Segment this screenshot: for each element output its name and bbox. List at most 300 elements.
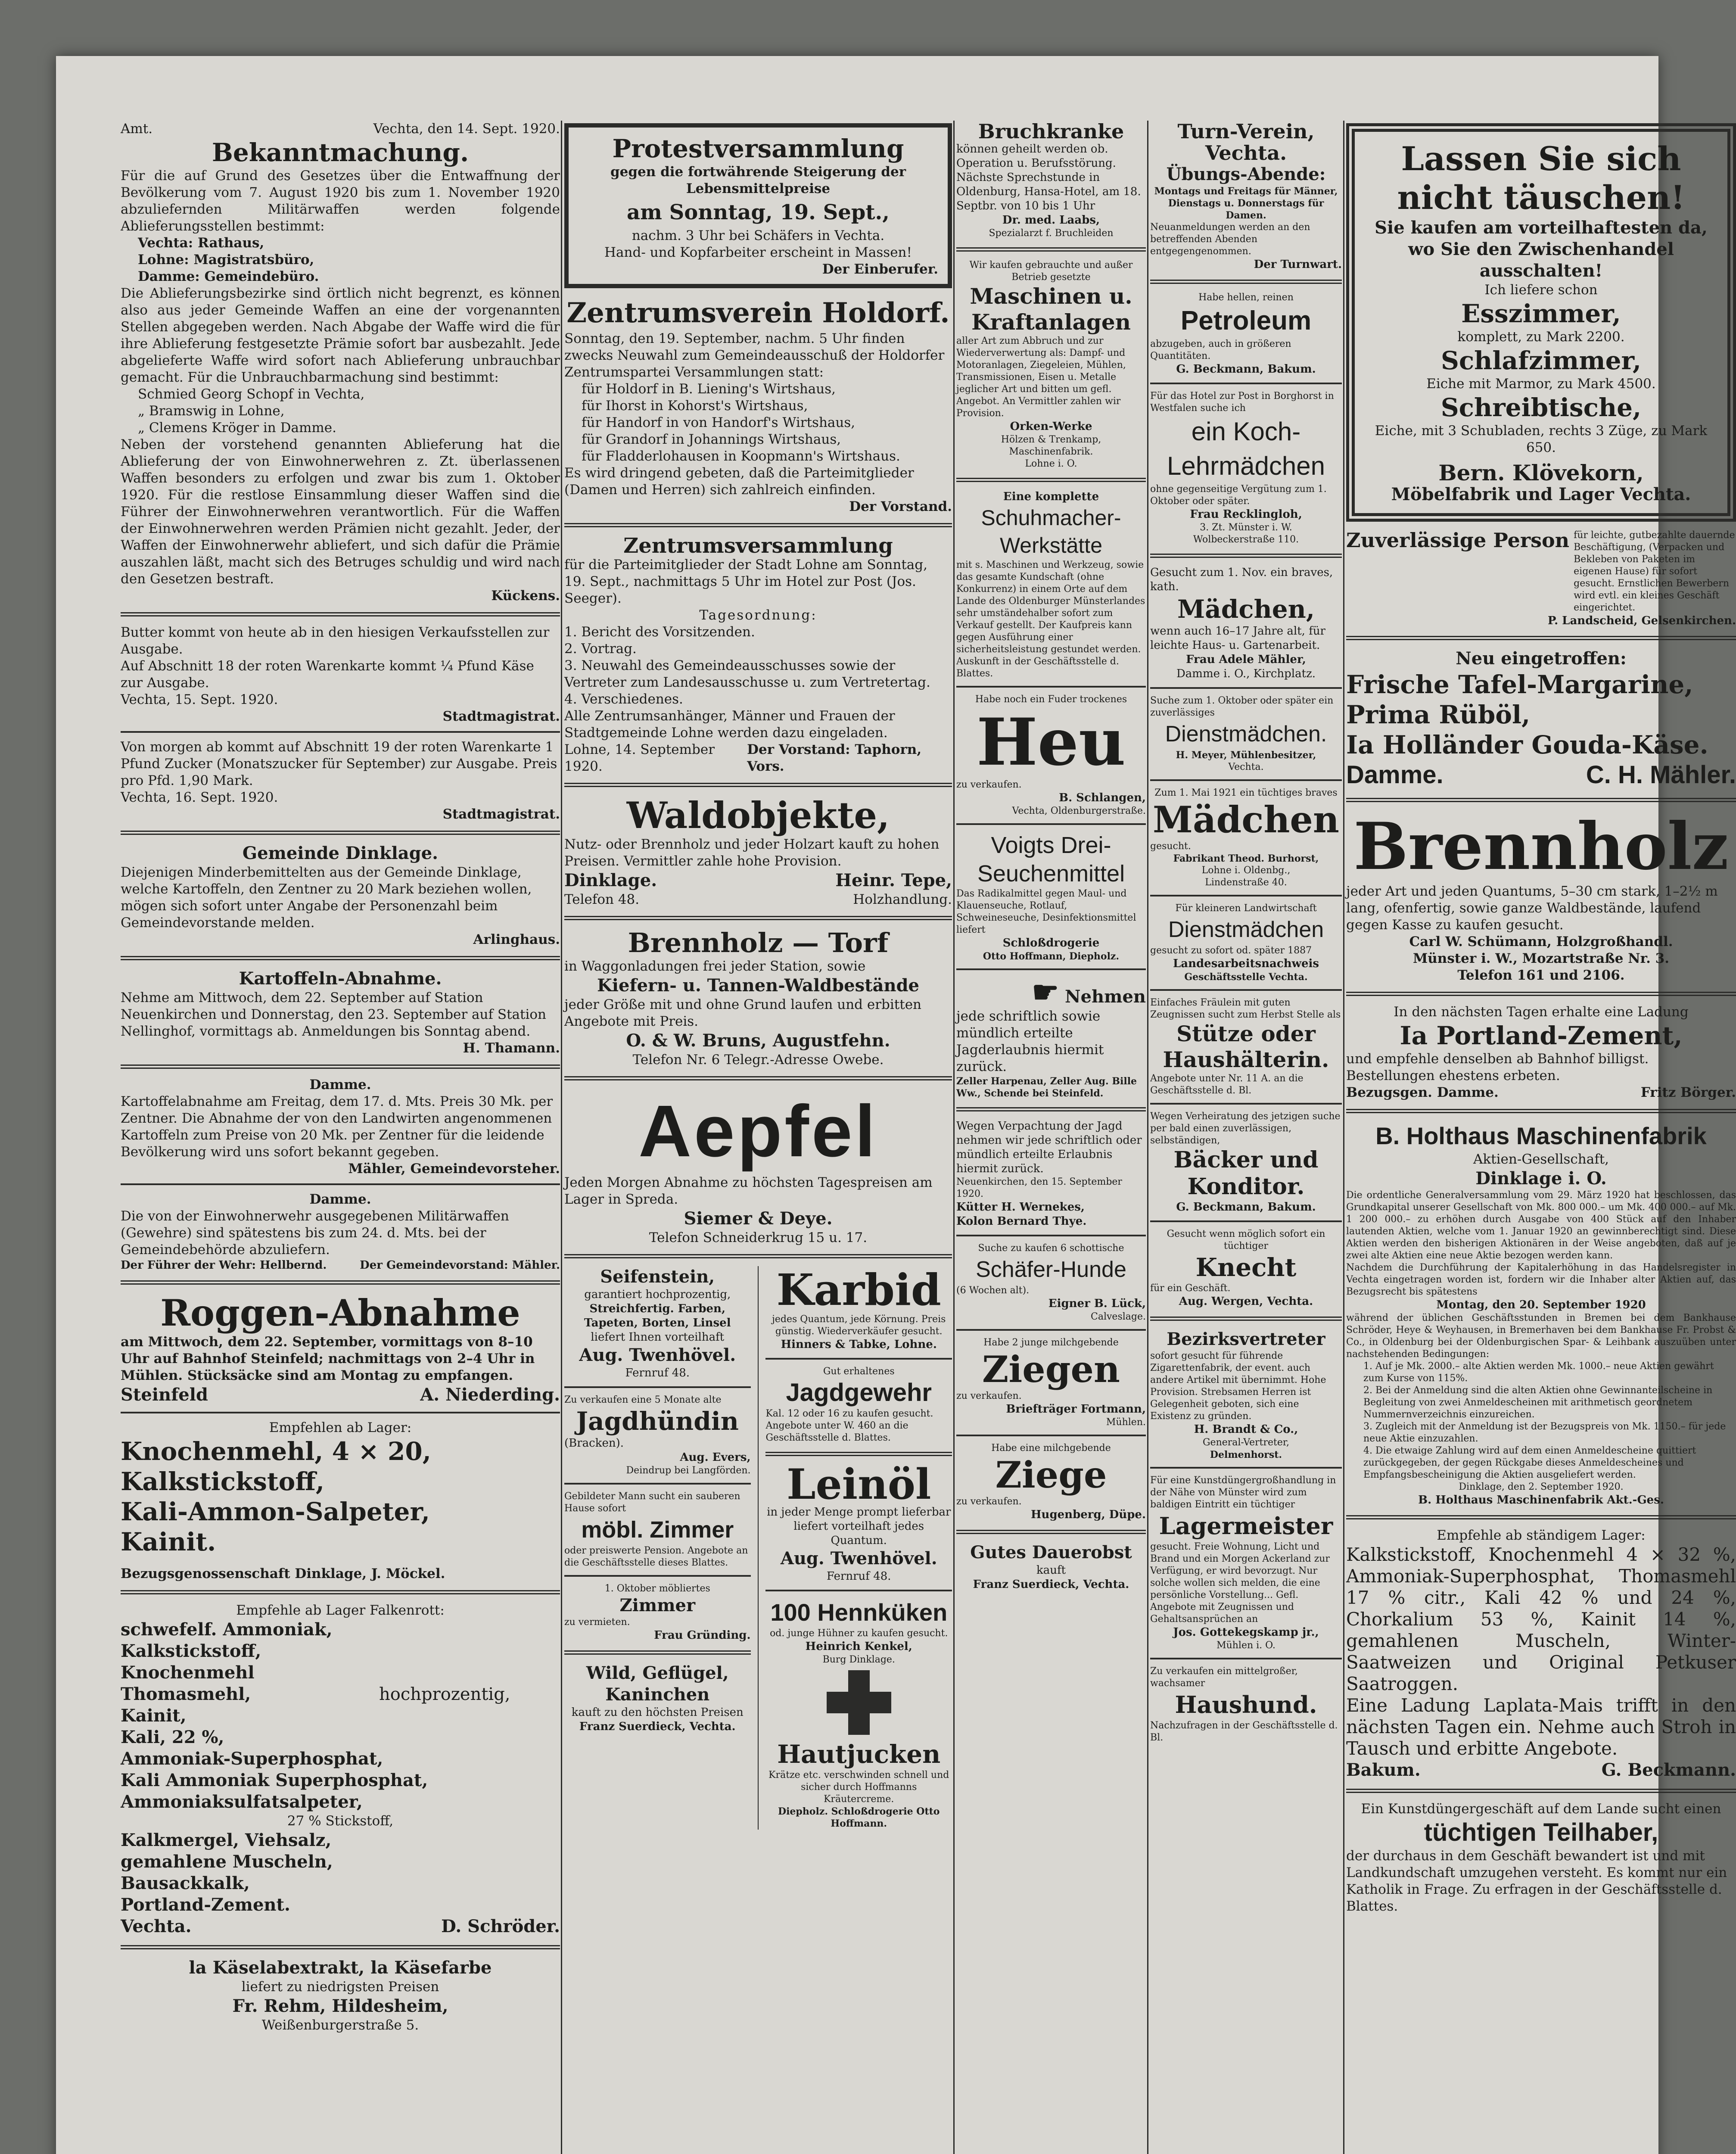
ad-title: Mädchen [1153,798,1339,841]
ad-text: zu verkaufen. [956,779,1022,790]
divider [121,612,560,616]
ad-title: tüchtigen Teilhaber, [1424,1818,1658,1846]
ad-name: Geschäftsstelle Vechta. [1184,971,1308,983]
ad-highlight: Kiefern- u. Tannen-Waldbestände [597,975,919,996]
list-item: 3. Neuwahl des Gemeindeausschusses sowie der Vertreter zum Landesausschusse u. zum Vertretertag. [564,658,930,690]
ad-name: B. Holthaus Maschinenfabrik Akt.-Ges. [1418,1494,1664,1507]
signature-row [564,741,952,775]
ad-intro: Eine komplette [1003,490,1099,503]
ad-intro: Empfehlen ab Lager: [269,1420,412,1435]
conditions-list [1346,1360,1736,1481]
signature-row [121,1916,560,1937]
ad-text: sofort gesucht für führende Zigarettenfabrik, der event. auch andere Artikel mit übernimmt. Hohe Provision. Strebsamen Herren ist Gelegenheit geboten, sich eine Existenz zu gründen. [1150,1351,1326,1422]
column-3 [956,121,1146,2154]
ad-intro: Suche zum 1. Oktober oder später ein zuverlässiges [1150,695,1334,718]
ad-address: Diepholz. Schloßdrogerie Otto Hoffmann. [778,1806,940,1829]
column-1 [121,121,560,2154]
ad-intro: In den nächsten Tagen erhalte eine Ladung [1394,1004,1689,1020]
ad-name: B. Schlangen, [1059,791,1146,804]
furniture-ad [1346,123,1736,522]
ad-name: Heinrich Kenkel, [805,1640,912,1653]
ad-name: Heinr. Tepe, [835,870,952,890]
ad-address: Vechta. [1228,762,1264,772]
ad-name: Franz Suerdieck, Vechta. [973,1578,1129,1591]
ad-intro: Ein Kunstdüngergeschäft auf dem Lande sucht einen [1361,1801,1721,1817]
ad-title: Roggen-Abnahme [160,1292,520,1334]
ad-phone: Telefon Nr. 6 Telegr.-Adresse Owebe. [632,1052,884,1068]
place: Vechta. [121,1916,192,1936]
ad-name: Aug. Wergen, Vechta. [1179,1295,1313,1308]
ad-text: Die ordentliche Generalversammlung vom 29. März 1920 hat beschlossen, das Grundkapital unserer Gesellschaft von Mk. 800 000.– um Mk. 400 000.– auf Mk. 1 200 000.– zu erhöhen durch Ausgabe von 400 Stück auf den Inhaber lautenden Aktien, welche vom 1. Januar 1920 an gewinnberechtigt sind. Diese Aktien werden den bisherigen Aktionären in der Weise angeboten, daß auf je zwei alte Aktien eine neue Aktie bezogen werden kann. [1346,1190,1736,1261]
protest-ad [564,123,952,288]
small-ads-block [564,1266,952,1830]
signature: Stadtmagistrat. [442,806,560,822]
divider [956,1435,1146,1436]
ad-text: in Waggonladungen frei jeder Station, sowie [564,959,866,974]
divider [956,1530,1146,1534]
ad-text: Alle Zentrumsanhänger, Männer und Frauen der Stadtgemeinde Lohne werden dazu eingeladen. [564,708,895,741]
ad-name: Hugenberg, Düpe. [1030,1508,1146,1521]
divider [121,831,560,835]
signature: H. Thamann. [463,1040,560,1056]
ad-intro: Gut erhaltenes [823,1366,895,1377]
pointing-hand-row [956,976,1146,1008]
divider [765,1358,952,1360]
ad-intro: Empfehle ab ständigem Lager: [1437,1528,1646,1543]
ad-name: Carl W. Schümann, Holzgroßhandl. [1409,934,1673,949]
ad-highlight: Streichfertig. Farben, Tapeten, Borten, Linsel [584,1302,731,1329]
office-label: Amt. [121,121,153,137]
product-title: Schreibtische, [1440,393,1642,422]
signature-row [1346,760,1736,790]
notice-title: Damme. [309,1192,371,1207]
signature-row [121,1384,560,1406]
ad-title: Voigts Drei-Seuchenmittel [977,832,1125,887]
ad-name: Hölzen & Trenkamp, [1001,434,1101,445]
place: Dinklage. [564,870,657,890]
ad-text: liefert zu niedrigsten Preisen [241,1979,439,1995]
list-item: Kalkstickstoff, [121,1641,261,1661]
ad-sub: Spezialarzt f. Bruchleiden [989,228,1114,239]
signature: D. Schröder. [441,1916,560,1936]
column-5 [1346,121,1736,2154]
list-item: für Holdorf in B. Liening's Wirtshaus, [582,381,836,397]
ad-address: Calveslage. [1091,1311,1146,1322]
product-list [1346,669,1736,760]
ad-text: garantiert hochprozentig, [584,1288,731,1301]
divider [765,1590,952,1591]
ad-text: Kalkstickstoff, Knochenmehl 4 × 32 %, Ammoniak-Superphosphat, Thomasmehl 17 % citr., Kali 42 % und 24 %, Chorkalium 53 %, Kainit 14 %, gemahlenen Muscheln, Winter-Saatweizen und Original Petkuser Saatroggen. [1346,1544,1736,1694]
divider [1150,1467,1342,1469]
column-4 [1150,121,1342,2154]
signature-row [1346,1084,1736,1101]
butter-notice: Butter kommt von heute ab in den hiesigen Verkaufsstellen zur Ausgabe. [121,625,550,657]
ad-name: Siemer & Deye. [684,1208,833,1229]
divider [1150,280,1342,284]
venue-list [564,381,952,465]
ad-title: Neu eingetroffen: [1456,648,1627,669]
ad-title: Petroleum [1180,306,1312,336]
ad-title: Leinöl [787,1460,931,1509]
ad-text: zu verkaufen. [956,1496,1022,1507]
ad-address: Burg Dinklage. [822,1654,895,1665]
divider [956,686,1146,688]
divider [1150,779,1342,781]
ad-intro: Für eine Kunstdüngergroßhandlung in der Nähe von Münster wird zum baldigen Eintritt ein tüchtiger [1150,1475,1336,1510]
signature: Der Einberufer. [822,261,938,277]
notice-text: Die von der Einwohnerwehr ausgegebenen Militärwaffen (Gewehre) sind spätestens bis zum 24. d. Mts. bei der Gemeindebehörde abzuliefern. [121,1208,509,1258]
ad-text: zu verkaufen. [956,1391,1022,1401]
list-item: 27 % Stickstoff, [287,1813,394,1829]
divider [121,1412,560,1413]
divider [1346,636,1736,640]
list-item: Knochenmehl [121,1662,255,1683]
ad-name: Kütter H. Wernekes, [956,1201,1085,1214]
ad-title: Gutes Dauerobst [970,1542,1132,1563]
ad-title: Haushund. [1175,1691,1317,1718]
ad-name: H. Meyer, Mühlenbesitzer, [1176,750,1316,761]
ad-title: Knecht [1195,1253,1297,1282]
divider [956,823,1146,825]
divider [1150,383,1342,384]
ad-sub: General-Vertreter, [1202,1437,1290,1448]
signature: Der Vorstand: Taphorn, Vors. [747,742,922,774]
brace-label: hochprozentig, [379,1684,510,1704]
ad-address: Lohne i. O. [1025,458,1077,469]
ad-intro: Habe 2 junge milchgebende [983,1337,1119,1348]
signature: Stadtmagistrat. [442,709,560,724]
signature-row [1346,1759,1736,1781]
ad-sub: Maschinenfabrik. [1009,446,1093,457]
list-item: Ammoniaksulfatsalpeter, [121,1792,363,1812]
ad-title: Zimmer [619,1595,696,1616]
divider [1150,989,1342,991]
ad-title: Dienstmädchen. [1165,722,1327,747]
ad-phone: Fernruf 48. [625,1366,690,1379]
ad-title: Aepfel [638,1090,878,1172]
ad-time: nachm. 3 Uhr bei Schäfers in Vechta. [632,228,885,243]
ad-text: (6 Wochen alt). [956,1285,1030,1296]
notice-title: Kartoffeln-Abnahme. [239,968,442,989]
red-cross-icon [827,1670,891,1735]
ad-text: am Mittwoch, dem 22. September, vormittags von 8–10 Uhr auf Bahnhof Steinfeld; nachmittags von 2–4 Uhr in Mühlen. Stücksäcke sind am Montag zu empfangen. [121,1334,535,1383]
ad-title: Bruchkranke [978,120,1124,143]
divider [121,1065,560,1069]
ad-address: Vechta, Oldenburgerstraße. [1012,806,1146,816]
notice-title: Gemeinde Dinklage. [242,843,439,863]
ad-intro: Empfehle ab Lager Falkenrott: [236,1603,445,1618]
product-price: komplett, zu Mark 2200. [1457,329,1625,345]
ad-subtitle: gegen die fortwährende Steigerung der Lebensmittelpreise [610,164,906,196]
ad-title: Brennholz [1353,809,1729,884]
ad-text: Montags und Freitags für Männer, Dienstags u. Donnerstags für Damen. [1154,186,1338,221]
ad-title: Seifenstein, [600,1267,715,1287]
ad-text: Angebote unter Nr. 11 A. an die Geschäftsstelle d. Bl. [1150,1073,1304,1096]
list-item: Ia Holländer Gouda-Käse. [1346,730,1708,760]
divider [564,1483,751,1485]
ad-name: Schloßdrogerie [1002,937,1100,949]
ad-intro: Gesucht zum 1. Nov. ein braves, kath. [1150,566,1333,593]
divider [1150,554,1342,558]
divider [121,956,560,960]
ad-name: Zeller Harpenau, Zeller Aug. Bille Ww., Schende bei Steinfeld. [956,1076,1137,1099]
announcement-title: Bekanntmachung. [212,138,469,167]
ad-name: C. H. Mähler. [1586,761,1736,789]
ad-text: Krätze etc. verschwinden schnell und sicher durch Hoffmanns Kräutercreme. [768,1770,949,1805]
announcement-text: Die Ablieferungsbezirke sind örtlich nicht begrenzt, es können also aus jeder Gemeinde Waffen an eine der vorgenannten Stellen abgegeben werden. Nach Abgabe der Waffe wird die für ihre Ablieferung festgesetzte Prämie sofort bar ausbezahlt. Jede abgelieferte Waffe wird sofort nach Ablieferung unbrauchbar gemacht. Für die Unbrauchbarmachung sind bestimmt: [121,286,560,385]
collection-point: Vechta: Rathaus, [138,235,264,251]
divider [1150,687,1342,689]
ad-name: Frau Adele Mähler, [1186,653,1306,666]
ad-name: Frau Gründing. [654,1629,751,1642]
list-item: Ammoniak-Superphosphat, [121,1749,383,1769]
ad-title: möbl. Zimmer [581,1517,734,1543]
place-date: Lohne, 14. September 1920. [564,742,715,774]
divider [1150,1658,1342,1659]
notice-date: Vechta, 15. Sept. 1920. [121,692,278,707]
ad-title: la Käselabextrakt, la Käsefarbe [189,1958,492,1978]
ad-title: Bezirksvertreter [1167,1329,1325,1349]
divider [121,731,560,733]
ad-sub: Möbelfabrik und Lager Vechta. [1391,484,1691,504]
ad-name: Kolon Bernard Thye. [956,1215,1087,1228]
job-ad [1346,529,1736,614]
notice-text: Diejenigen Minderbemittelten aus der Gemeinde Dinklage, welche Kartoffeln, den Zentner zu 20 Mark beziehen wollen, mögen sich sofort unter Angabe der Personenzahl beim Gemeindevorstande melden. [121,865,532,931]
ad-name: P. Landscheid, Gelsenkirchen. [1547,614,1736,627]
list-item: Bausackkalk, [121,1873,250,1893]
list-item: Kali, 22 %, [121,1727,224,1747]
ad-name: G. Beckmann, Bakum. [1176,363,1316,376]
ad-title: Maschinen u. Kraftanlagen [970,283,1132,335]
divider [121,1945,560,1949]
divider [1150,1220,1342,1222]
ad-address: Weißenburgerstraße 5. [261,2017,419,2033]
ad-text: während der üblichen Geschäftsstunden in Bremen bei dem Bankhause Schröder, Heye & Weyhausen, in Bremerhaven bei dem Bankhause Fr. Probst & Co., in Oldenburg bei der Oldenburgischen Spar- & Leihbank auszuüben unter nachstehenden Bedingungen: [1346,1313,1736,1360]
signature: Der Führer der Wehr: Hellbernd. [121,1259,327,1272]
ad-title: ein Koch-Lehrmädchen [1167,417,1325,480]
list-item: schwefelf. Ammoniak, [121,1619,333,1640]
ad-name: Frau Recklingloh, [1190,508,1302,521]
list-item: für Fladderlohausen in Koopmann's Wirtshaus. [582,448,900,464]
list-item: gemahlene Muscheln, [121,1852,333,1872]
product-price: Eiche mit Marmor, zu Mark 4500. [1426,376,1656,392]
ad-name: Otto Hoffmann, Diepholz. [983,951,1120,962]
ad-name: Aug. Twenhövel. [579,1345,736,1365]
ad-intro: Suche zu kaufen 6 schottische [978,1243,1124,1254]
ad-text: aller Art zum Abbruch und zur Wiederverwertung als: Dampf- und Motoranlagen, Ziegeleien, Mühlen, Transmissionen, Eisen u. Metalle jeglicher Art und bitten um gefl. Angebot. An Vermittler zahlen wir Provision. [956,336,1126,419]
newspaper-page [56,56,1736,2154]
ad-text: jede schriftlich sowie mündlich erteilte Jagderlaubnis hiermit zurück. [956,1009,1104,1074]
collection-point: Lohne: Magistratsbüro, [138,252,314,268]
ad-title: Ia Portland-Zement, [1400,1021,1683,1050]
ad-address: 3. Zt. Münster i. W. [1200,522,1292,533]
ad-title: Wild, Geflügel, Kaninchen [586,1663,729,1705]
ad-text: gesucht. [1150,841,1191,852]
divider [765,1452,952,1456]
ad-name: Landesarbeitsnachweis [1173,957,1319,970]
ad-intro: Zu verkaufen eine 5 Monate alte [564,1394,722,1405]
ad-name: Aug. Evers, [680,1451,751,1464]
divider [1346,798,1736,802]
ad-title: Dienstmädchen [1168,917,1324,942]
divider [1346,1109,1736,1113]
ad-text: jeder Größe mit und ohne Grund laufen und erbitten Angebote mit Preis. [564,997,922,1029]
ad-intro: Habe noch ein Fuder trockenes [975,694,1127,705]
ad-name: Eigner B. Lück, [1048,1297,1146,1310]
ad-text: Nachzufragen in der Geschäftsstelle d. Bl. [1150,1720,1338,1743]
ad-intro: Zu verkaufen ein mittelgroßer, wachsamer [1150,1666,1298,1689]
ad-address: Münster i. W., Mozartstraße Nr. 3. [1412,951,1670,966]
ad-title: Schuhmacher-Werkstätte [981,506,1121,557]
ad-title: Zentrumsverein Holdorf. [566,297,950,329]
ad-text: können geheilt werden ob. Operation u. Berufsstörung. Nächste Sprechstunde in Oldenburg, Hansa-Hotel, am 18. Septbr. von 10 bis 1 Uhr [956,143,1141,212]
place-date: Neuenkirchen, den 15. September 1920. [956,1177,1122,1199]
divider [121,1183,560,1185]
ad-address: Damme i. O., Kirchplatz. [1176,667,1316,680]
ad-name: Fr. Rehm, Hildesheim, [232,1996,448,2016]
ad-date: am Sonntag, 19. Sept., [627,200,890,224]
divider [1150,1103,1342,1105]
ad-text: abzugeben, auch in größeren Quantitäten. [1150,339,1291,361]
ad-title: Mädchen, [1177,595,1315,624]
column-rule [758,1266,759,1830]
divider [1150,1317,1342,1321]
ad-title: Ziegen [982,1348,1120,1391]
divider [956,968,1146,970]
divider [564,523,952,527]
ad-text: liefert Ihnen vorteilhaft [591,1331,725,1344]
divider [956,1107,1146,1111]
ad-title: Nehmen [1065,987,1146,1007]
ad-intro: Gesucht wenn möglich sofort ein tüchtiger [1167,1229,1325,1251]
ad-name: Fritz Börger. [1640,1085,1736,1100]
signature: A. Niederding. [420,1385,560,1405]
ad-name: Aug. Twenhövel. [780,1548,937,1569]
ad-name: G. Beckmann, Bakum. [1176,1201,1316,1214]
ad-text: Nachdem die Durchführung der Kapitalerhöhung in das Handelsregister in Vechta eingetragen worden ist, fordern wir die Inhaber alter Aktien auf, das Bezugsrecht bis spätestens [1346,1262,1736,1297]
ad-name: Briefträger Fortmann, [1006,1403,1146,1416]
smith-list [121,386,560,436]
place: Bakum. [1346,1760,1421,1780]
phone: Telefon 48. [564,892,640,907]
ad-text: Sonntag, den 19. September, nachm. 5 Uhr finden zwecks Neuwahl zum Gemeindeausschuß der Holdorfer Zentrumspartei Versammlungen statt: [564,331,945,380]
list-item: 1. Auf je Mk. 2000.– alte Aktien werden Mk. 1000.– neue Aktien gewährt zum Kurse von 115%. [1363,1361,1714,1384]
ad-phone: Telefon Schneiderkrug 15 u. 17. [649,1230,868,1245]
notice-text: Kartoffelabnahme am Freitag, dem 17. d. Mts. Preis 30 Mk. per Zentner. Die Abnahme der von den Landwirten angenommenen Kartoffeln zum Preise von 20 Mk. per Zentner für die leidende Bevölkerung wird uns sofort bekannt gegeben. [121,1094,553,1160]
ad-text: Wegen Verpachtung der Jagd nehmen wir jede schriftlich oder mündlich erteilte Erlaubnis hiermit zurück. [956,1120,1142,1175]
signature-row [564,870,952,891]
divider [564,1076,952,1080]
product-title: Schlafzimmer, [1440,346,1642,375]
dateline [121,121,560,137]
ad-name: Hinners & Tabke, Lohne. [781,1338,937,1351]
ad-intro: Gebildeter Mann sucht ein sauberen Hause sofort [564,1491,740,1514]
list-item: 2. Bei der Anmeldung sind die alten Aktien ohne Gewinnanteilscheine in Begleitung von zwei Anmeldescheinen mit arithmetisch geordnetem Nummernverzeichnis einzureichen. [1363,1385,1713,1420]
fertilizer-list [121,1619,560,1916]
ad-intro: 1. Oktober möbliertes [604,1583,710,1594]
ad-text: Hand- und Kopfarbeiter erscheint in Massen! [604,245,912,260]
place-date: Dinklage, den 2. September 1920. [1459,1482,1624,1492]
announcement-text: Für die auf Grund des Gesetzes über die Entwaffnung der Bevölkerung vom 7. August 1920 bis zum 1. November 1920 abzuliefernden Militärwaffen werden folgende Ablieferungsstellen bestimmt: [121,168,560,234]
ad-text: mit s. Maschinen und Werkzeug, sowie das gesamte Kundschaft (ohne Konkurrenz) in einem Orte auf dem Lande des Oldenburger Münsterlandes sehr umständehalber sofort zum Verkauf gestellt. Der Kaufpreis kann gegen Ausführung einer sicherheitsleistung gestundet werden. Auskunft in der Geschäftsstelle d. Blattes. [956,560,1145,679]
divider [956,247,1146,252]
ad-text: Das Radikalmittel gegen Maul- und Klauenseuche, Rotlauf, Schweineseuche, Desinfektionsmittel liefert [956,888,1136,935]
ad-text: der durchaus in dem Geschäft bewandert ist und mit Landkundschaft umzugehen versteht. Es kommt nur ein Katholik in Frage. Zu erfragen in der Geschäftsstelle d. Blattes. [1346,1848,1727,1914]
divider [564,1575,751,1577]
ad-address: Delmenhorst. [1210,1449,1282,1460]
ad-text: gesucht zu sofort od. später 1887 [1150,945,1312,956]
signature: Der Gemeindevorstand: Mähler. [360,1259,560,1272]
agenda-list [564,624,952,708]
divider [564,783,952,787]
product-title: Esszimmer, [1461,299,1621,328]
smith-item: Schmied Georg Schopf in Vechta, [138,386,365,402]
ad-text: gesucht. Freie Wohnung, Licht und Brand und ein Morgen Ackerland zur Verfügung, er wird bevorzugt. Nur solche wollen sich melden, die eine persönliche Vorstellung... Gefl. Angebote mit Zeugnissen und Gehaltsansprüchen an [1150,1541,1330,1625]
ad-title: 100 Hennküken [770,1599,948,1626]
cheese-notice: Auf Abschnitt 18 der roten Warenkarte kommt ¼ Pfund Käse zur Ausgabe. [121,658,534,691]
ad-address: Dinklage i. O. [1475,1168,1607,1189]
ad-name: Dr. med. Laabs, [1002,214,1100,227]
divider [121,1280,560,1285]
ad-date: Montag, den 20. September 1920 [1436,1298,1646,1311]
divider [564,1650,751,1655]
list-item: für Grandorf in Johannings Wirtshaus, [582,432,841,447]
agenda-title: Tagesordnung: [699,607,817,623]
list-item: Prima Rüböl, [1346,700,1531,729]
divider [1346,992,1736,996]
ad-title: Jagdgewehr [786,1379,932,1407]
ad-text: zu vermieten. [564,1617,630,1628]
ad-text: für ein Geschäft. [1150,1283,1231,1294]
small-ads-right [765,1266,952,1830]
signature: Kückens. [491,588,560,604]
list-item: 4. Verschiedenes. [564,691,683,707]
ad-text: od. junge Hühner zu kaufen gesucht. [770,1628,948,1639]
list-item: Thomasmehl, [121,1684,251,1704]
ad-name: Franz Suerdieck, Vechta. [579,1720,736,1733]
sugar-notice: Von morgen ab kommt auf Abschnitt 19 der roten Warenkarte 1 Pfund Zucker (Monatszucker für September) zur Ausgabe. Preis pro Pfd. 1,90 Mark. [121,739,557,788]
ad-intro: Für das Hotel zur Post in Borghorst in Westfalen suche ich [1150,391,1334,414]
ad-name: Bern. Klövekorn, [1438,460,1644,486]
ad-text: Es wird dringend gebeten, daß die Parteimitglieder (Damen und Herren) sich zahlreich einfinden. [564,465,914,498]
ad-name: Orken-Werke [1010,420,1092,433]
signature: Der Turnwart. [1254,258,1342,271]
ad-intro: Für kleineren Landwirtschaft [1175,903,1317,914]
ad-intro: Habe eine milchgebende [991,1443,1111,1454]
ad-title: Turn-Verein, Vechta. [1177,120,1315,165]
ad-title: Zentrumsversammlung [623,534,893,558]
ad-address: Lohne i. Oldenbg., [1201,865,1291,876]
ad-title: Stütze oder Haushälterin. [1163,1021,1329,1072]
ad-name: Bezugsgen. Damme. [1346,1085,1499,1100]
signature: Mähler, Gemeindevorsteher. [348,1161,560,1177]
list-item: Knochenmehl, 4 × 20, [121,1437,431,1466]
divider [564,1386,751,1388]
divider [956,478,1146,482]
ad-title: Protestversammlung [612,134,904,163]
ad-name: O. & W. Bruns, Augustfehn. [626,1030,890,1051]
list-item: Kalkmergel, Viehsalz, [121,1830,332,1850]
column-rule [1343,121,1344,2154]
product-price: Eiche, mit 3 Schubladen, rechts 3 Züge, zu Mark 650. [1375,423,1708,455]
list-item: 4. Die etwaige Zahlung wird auf dem einen Anmeldescheine quittiert zurückgegeben, der gegen Rückgabe dieses Anmeldescheines und Empfangsbescheinigung die Aktien ausgeliefert werden. [1363,1445,1696,1480]
ad-title: Jagdhündin [576,1407,739,1436]
ad-title: Waldobjekte, [626,794,890,837]
ad-name: Fabrikant Theod. Burhorst, [1173,853,1319,864]
ad-text: kauft [1036,1564,1066,1577]
collection-points [121,235,560,285]
announcement-text: Neben der vorstehend genannten Ablieferung hat die Ablieferung der von Einwohnerwehren z. Zt. überlassenen Waffen besonders zu erfolgen und zwar bis zum 1. Oktober 1920. Für die restlose Einsammlung dieser Waffen sind die Führer der Einwohnerwehren verantwortlich. Für die Waffen der Einwohnerwehren werden Prämien nicht gezahlt. Jeder, der Waffen der Einwohnerwehr abliefert, und sich dafür die Prämie auszahlen läßt, macht sich des Betruges schuldig und wird nach den Gesetzen bestraft. [121,437,560,587]
